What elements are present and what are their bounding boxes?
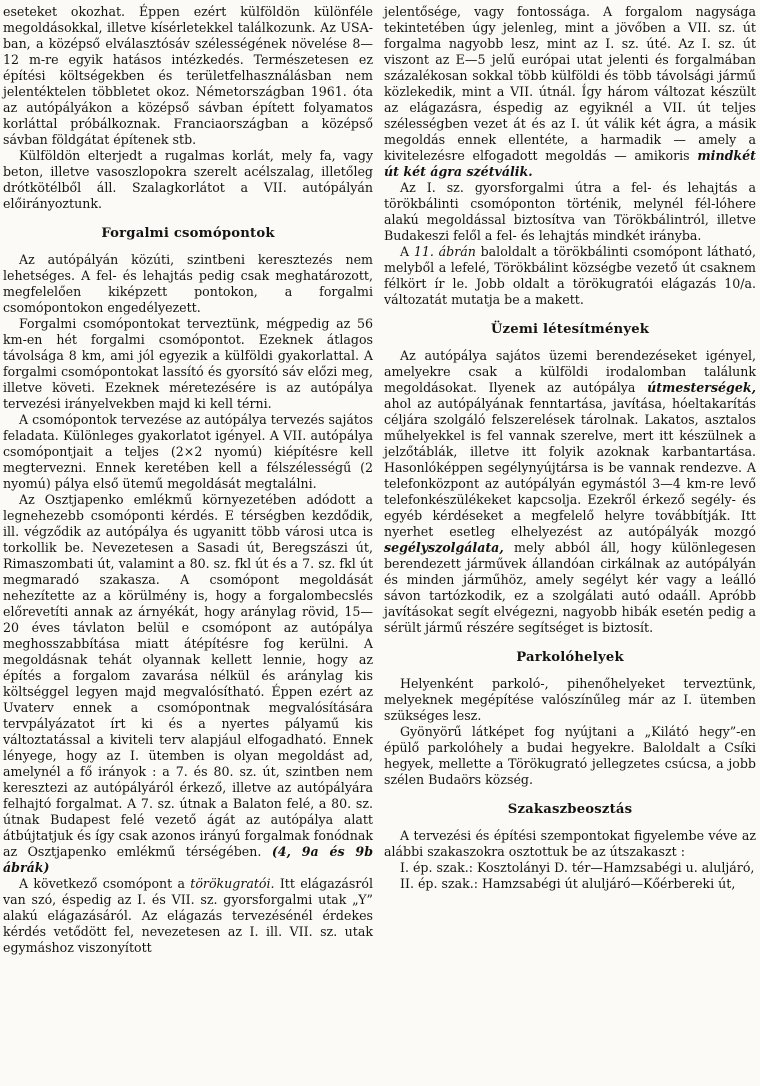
paragraph-text: Itt elágazásról van szó, éspedig az I. és VII. sz. gyorsforgalmi utak „Y” alakú elágazásáról. Az elágazás tervezésénél érdekes kérdés vetődött fel, nevezetesen az I. ill. VII. sz. utak egymáshoz viszonyított bbox=[3, 876, 373, 955]
left-column bbox=[3, 4, 373, 956]
section-heading-forgalmi-csomopontok: Forgalmi csomópontok bbox=[101, 226, 275, 241]
paragraph-text: Az autópálya sajátos üzemi berendezéseket igényel, amelyekre csak a külföldi irodalomban találunk megoldásokat. Ilyenek az autópálya bbox=[384, 348, 756, 395]
figure-reference: (4, 9a és 9b ábrák) bbox=[3, 844, 374, 875]
right-column bbox=[384, 4, 756, 892]
section-heading-uzemi-letesitmenyek: Üzemi létesítmények bbox=[490, 322, 650, 337]
emphasized-term: útmesterségek, bbox=[647, 380, 756, 395]
emphasized-term: törökugratói. bbox=[190, 876, 275, 891]
paragraph: Az autópályán közúti, szintbeni keresztezés nem lehetséges. A fel- és lehajtás pedig csak meghatározott, megfelelően kiképzett pontokon, a forgalmi csomópontokon engedélyezett. bbox=[3, 252, 373, 315]
paragraph-text: ahol az autópályának fenntartása, javítása, hóeltakarítás céljára szolgáló felszerelések tárolnak. Lakatos, asztalos műhelyekkel is fel vannak szerelve, mert itt készülnek a jelzőtáblák, illetve itt folyik azoknak karbantartása. Hasonlóképpen segélynyújtársa is be vannak rendezve. A telefonközpont az autópályán egymástól 3—4 km-re levő telefonkészülékeket kapcsolja. Ezekről érkező segély- és egyéb kérdéseket a megfelelő helyre továbbítják. Itt nyerhet esetleg elhelyezést az autópályák mozgó bbox=[384, 396, 756, 539]
paragraph: Az I. sz. gyorsforgalmi útra a fel- és lehajtás a törökbálinti csomóponton történik, melynél fél-lóhere alakú megoldással biztosítva van Törökbálintról, illetve Budakeszi felől a fel- és lehajtás mindkét irányba. bbox=[384, 180, 756, 243]
paragraph: eseteket okozhat. Éppen ezért külföldön különféle megoldásokkal, illetve kísérletekkel találkozunk. Az USA-ban, a középső elválasztósáv szélességének növelése 8—12 m-re egyik hatásos intézkedés. Természetesen ez építési költségekben és területfelhasználásban nem jelentéktelen többletet okoz. Németországban 1961. óta az autópályákon a középső sávban épített folyamatos korláttal próbálkoznak. Franciaországban a középső sávban földgátat építenek stb. bbox=[3, 4, 373, 147]
emphasized-term: mindkét út két ágra szétválik. bbox=[384, 148, 756, 179]
paragraph-text: baloldalt a törökbálinti csomópont látható, melyből a lefelé, Törökbálint községbe vezető út csaknem félkört ír le. Jobb oldalt a törökugratói elágazás 10/a. változatát mutatja be a makett. bbox=[384, 244, 756, 307]
paragraph bbox=[3, 492, 373, 876]
paragraph bbox=[3, 876, 373, 956]
paragraph-text: mely abból áll, hogy különlegesen berendezett járművek állandóan cirkálnak az autópályán és minden járműhöz, amely segélyt kér vagy a leálló sávon tartózkodik, ez a szolgálati autó odaáll. Apróbb javításokat segít elvégezni, nagyobb hibák esetén pedig a sérült jármű részére segítséget is biztosít. bbox=[384, 540, 756, 635]
paragraph-text: A következő csomópont a bbox=[19, 876, 185, 891]
paragraph-text: A bbox=[400, 244, 410, 259]
section-heading-szakaszbeosztas: Szakaszbeosztás bbox=[507, 802, 633, 817]
list-item: II. ép. szak.: Hamzsabégi út aluljáró—Kőérbereki út, bbox=[400, 876, 736, 891]
paragraph bbox=[384, 244, 756, 308]
figure-reference: 11. ábrán bbox=[413, 244, 476, 259]
emphasized-term: segélyszolgálata, bbox=[384, 540, 504, 555]
paragraph bbox=[384, 348, 756, 636]
paragraph bbox=[384, 4, 756, 180]
paragraph-text: jelentősége, vagy fontossága. A forgalom nagysága tekintetében úgy jelenleg, mint a jövőben a VII. sz. út forgalma nagyobb lesz, mint az I. sz. úté. Az I. sz. út viszont az E—5 jelű európai utat jelenti és forgalmában százalékosan sokkal több külföldi és több távolsági jármű közlekedik, mint a VII. útnál. Így három változat készült az elágazásra, éspedig az egyiknél a VII. út teljes szélességben vezet át és az I. út válik két ágra, a másik megoldás ennek ellentéte, a harmadik — amely a kivitelezésre elfogadott megoldás — amikoris bbox=[384, 4, 756, 163]
paragraph: A tervezési és építési szempontokat figyelembe véve az alábbi szakaszokra osztottuk be az útszakaszt : bbox=[384, 828, 756, 859]
section-heading-parkolohelyek: Parkolóhelyek bbox=[516, 650, 624, 665]
paragraph-text: Az Osztjapenko emlékmű környezetében adódott a legnehezebb csomóponti kérdés. E térségben kezdődik, ill. végződik az autópálya és ugyanitt több városi utca is torkollik be. Nevezetesen a Sasadi út, Beregszászi út, Rimaszombati út, valamint a 80. sz. fkl út és a 7. sz. fkl út megmaradó szakasza. A csomópont megoldását nehezítette az a körülmény is, hogy a forgalombecslés előrevetíti annak az árnyékát, hogy aránylag rövid, 15—20 éves távlaton belül e csomópont az autópálya meghosszabbítása miatt átépítésre fog kerülni. A megoldásnak tehát olyannak kellett lennie, hogy az építés a forgalom zavarása nélkül és aránylag kis költséggel legyen majd megvalósítható. Éppen ezért az Uvaterv ennek a csomópontnak megvalósítására tervpályázatot írt ki és a nyertes pályamű kis változtatással a kiviteli terv alapjául elfogadható. Ennek lényege, hogy az I. ütemben is olyan megoldást ad, amelynél a fő irányok : a 7. és 80. sz. út, szintben nem keresztezi az autópályáról érkező, illetve az autópályára felhajtó forgalmat. A 7. sz. útnak a Balaton felé, a 80. sz. útnak Budapest felé vezető ágát az autópálya alatt átbújtatjuk és így csak azonos irányú forgalmak fonódnak az Osztjapenko emlékmű térségében. bbox=[3, 492, 373, 859]
list-item: I. ép. szak.: Kosztolányi D. tér—Hamzsabégi u. aluljáró, bbox=[400, 860, 755, 875]
paragraph: Forgalmi csomópontokat terveztünk, mégpedig az 56 km-en hét forgalmi csomópontot. Ezeknek átlagos távolsága 8 km, ami jól egyezik a külföldi gyakorlattal. A forgalmi csomópontokat lassító és gyorsító sáv előzi meg, illetve követi. Ezeknek méretezésére is az autópálya tervezési irányelvekben majd ki kell térni. bbox=[3, 316, 373, 411]
paragraph: Helyenként parkoló-, pihenőhelyeket terveztünk, melyeknek megépítése valószínűleg már az I. ütemben szükséges lesz. bbox=[384, 676, 756, 723]
paragraph: Gyönyörű látképet fog nyújtani a „Kilátó hegy”-en épülő parkolóhely a budai hegyekre. Baloldalt a Csíki hegyek, mellette a Törökugrató jellegzetes csúcsa, a jobb szélen Budaörs község. bbox=[384, 724, 756, 787]
paragraph: Külföldön elterjedt a rugalmas korlát, mely fa, vagy beton, illetve vasoszlopokra szerelt acélszalag, illetőleg drótkötélből áll. Szalagkorlátot a VII. autópályán előirányoztunk. bbox=[3, 148, 373, 211]
paragraph: A csomópontok tervezése az autópálya tervezés sajátos feladata. Különleges gyakorlatot igényel. A VII. autópálya csomópontjait a teljes (2×2 nyomú) kiépítésre kell megtervezni. Ennek keretében kell a félszélességű (2 nyomú) pálya első ütemű megoldását megtalálni. bbox=[3, 412, 373, 491]
